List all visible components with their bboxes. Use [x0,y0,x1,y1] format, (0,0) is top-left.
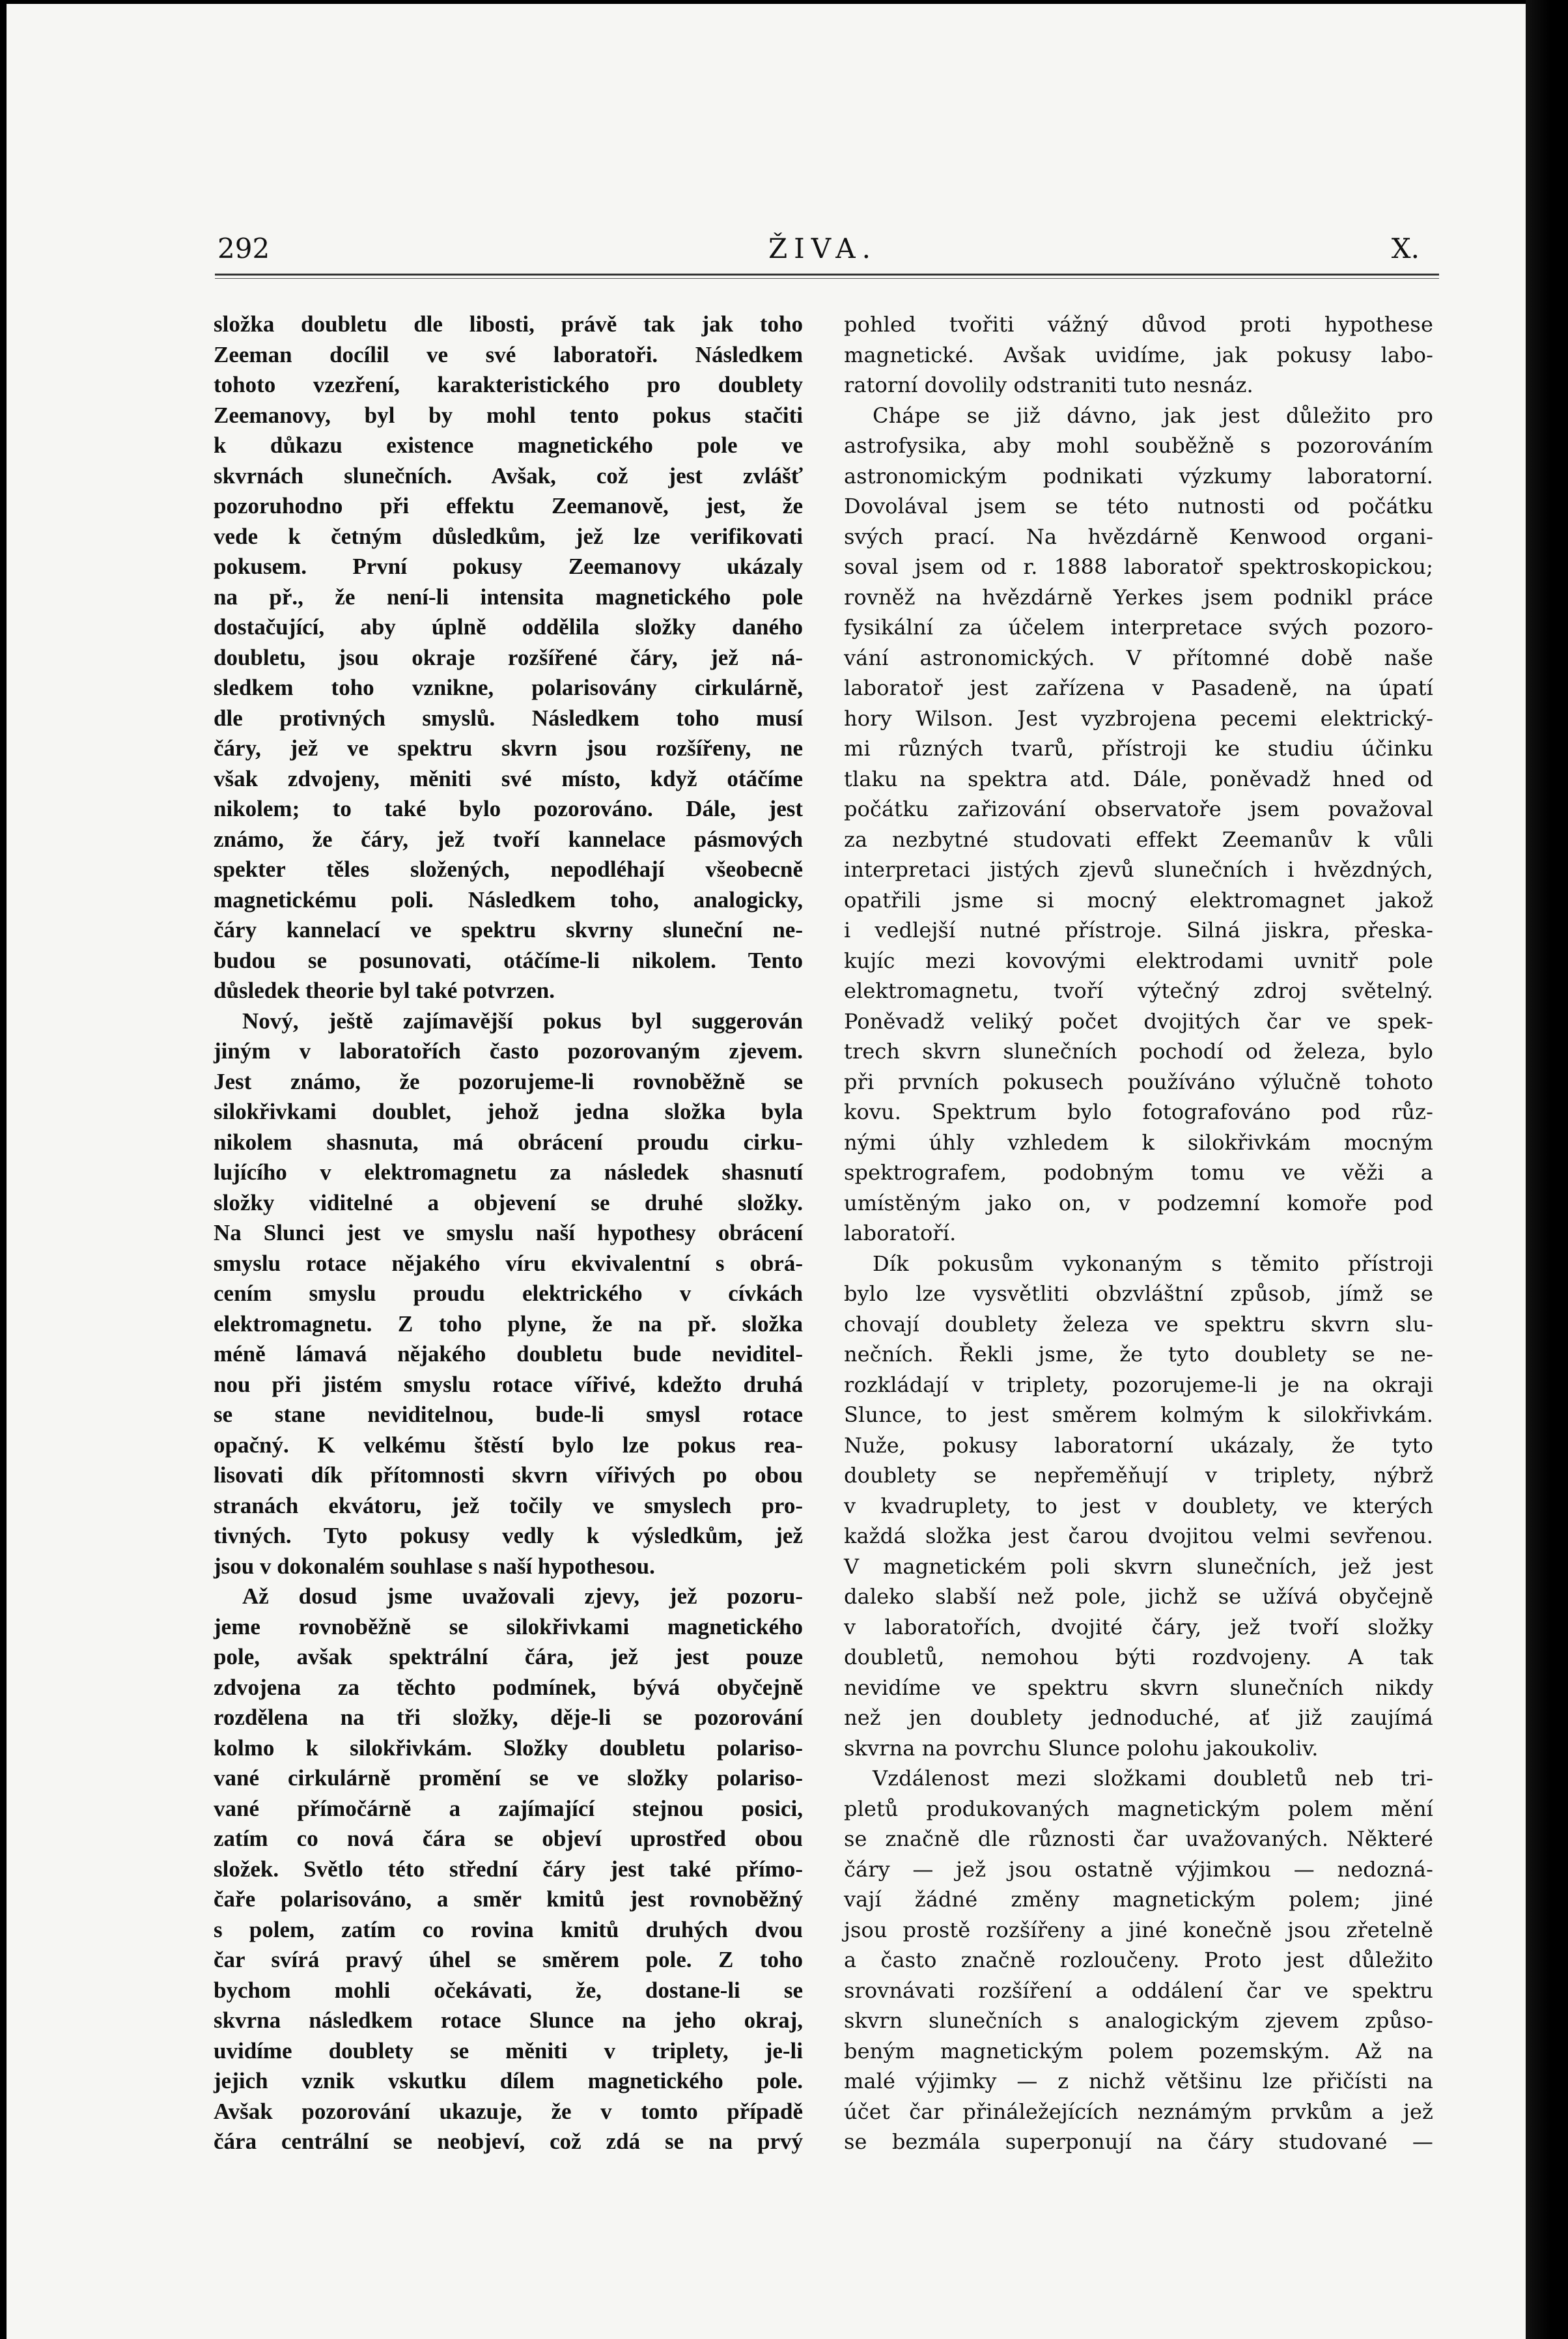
text-line: ratorní dovolily odstraniti tuto nesnáz. [844,373,1253,397]
text-line: Slunce, to jest směrem kolmým k silokřivkám. [844,1402,1433,1427]
text-line: důsledek theorie byl také potvrzen. [214,978,555,1003]
text-line: lisovati dík přítomnosti skvrn vířivých po obou [214,1462,803,1488]
text-line: silokřivkami doublet, jehož jedna složka byla [214,1099,803,1124]
text-line: nevidíme ve spektru skvrn slunečních nikdy [844,1675,1433,1700]
text-line: jeme rovnoběžně se silokřivkami magnetického [214,1613,803,1639]
text-line: daleko slabší než pole, jichž se užívá obyčejně [844,1584,1433,1609]
text-line: bylo lze vysvětliti obzvláštní způsob, jímž se [844,1281,1433,1306]
text-line: stranách ekvátoru, jež točily ve smyslech pro- [214,1492,803,1518]
text-line: Nový, ještě zajímavější pokus byl suggerován [242,1008,803,1034]
text-line: k důkazu existence magnetického pole ve [214,432,803,458]
text-line: mi různých tvarů, přístroji ke studiu účinku [844,736,1433,761]
text-line: kolmo k silokřivkám. Složky doubletu polariso- [214,1735,803,1761]
text-line: lujícího v elektromagnetu za následek shasnutí [214,1159,803,1185]
text-line: nikolem shasnuta, má obrácení proudu cirku- [214,1129,803,1155]
text-line: než jen doublety jednoduché, ať již zaujímá [844,1705,1433,1730]
text-line: Na Slunci jest ve smyslu naší hypothesy obrácení [214,1220,803,1245]
volume-number: X. [1391,233,1420,264]
text-line: doubletu, jsou okraje rozšířené čáry, jež ná- [214,644,803,670]
text-line: jsou prostě rozšířeny a jiné konečně jsou zřetelně [844,1917,1433,1942]
text-line: laboratoří. [844,1221,957,1245]
text-line: svých prací. Na hvězdárně Kenwood organi- [844,524,1433,549]
text-line: pozoruhodno při effektu Zeemanově, jest, že [214,493,803,518]
text-line: budou se posunovati, otáčíme-li nikolem. Tento [214,947,803,973]
text-line: na př., že není-li intensita magnetického pole [214,584,803,610]
text-line: rozdělena na tři složky, děje-li se pozorování [214,1705,803,1730]
header-rule [215,274,1439,276]
text-line: v laboratořích, dvojité čáry, jež tvoří složky [844,1614,1433,1639]
text-line: se stane neviditelnou, bude-li smysl rotace [214,1402,803,1427]
text-line: Jest známo, že pozorujeme-li rovnoběžně se [214,1068,803,1094]
text-line: doubletů, nemohou býti rozdvojeny. A tak [844,1645,1433,1669]
text-line: umístěným jako on, v podzemní komoře pod [844,1190,1433,1215]
text-line: pletů produkovaných magnetickým polem mění [844,1796,1433,1821]
text-line: méně lámavá nějakého doubletu bude neviditel- [214,1341,803,1367]
text-line: sledkem toho vznikne, polarisovány cirkulárně, [214,675,803,700]
text-line: pohled tvořiti vážný důvod proti hypothese [844,312,1433,337]
text-line: zdvojena za těchto podmínek, bývá obyčejně [214,1674,803,1700]
text-line: magnetickému poli. Následkem toho, analogicky, [214,886,803,913]
text-line: nečních. Řekli jsme, že tyto doublety se ne- [844,1342,1433,1367]
text-line: čáry kannelací ve spektru skvrny sluneční ne- [214,917,803,943]
text-line: hory Wilson. Jest vyzbrojena pecemi elektrický- [844,705,1433,731]
text-line: dostačující, aby úplně oddělila složky daného [214,614,803,640]
header-rule-thin [215,278,1439,279]
text-line: astronomickým podnikati výzkumy laboratorní. [844,463,1433,489]
text-line: čáry, jež ve spektru skvrn jsou rozšířeny, ne [214,735,803,761]
text-line: Avšak pozorování ukazuje, že v tomto případě [214,2098,803,2124]
text-line: čára centrální se neobjeví, což zdá se na prvý [214,2129,803,2154]
text-line: doublety se nepřeměňují v triplety, nýbrž [844,1463,1433,1488]
text-line: vede k četným důsledkům, jež lze verifikovati [214,523,803,549]
text-line: chovají doublety železa ve spektru skvrn slu- [844,1311,1433,1337]
text-line: se značně dle různosti čar uvažovaných. Některé [844,1826,1433,1851]
text-line: čáry — jež jsou ostatně výjimkou — nedozná- [844,1856,1433,1882]
text-line: skvrn slunečních s analogickým zjevem způso- [844,2008,1433,2033]
right-text-column [844,309,1433,2157]
text-line: složky viditelné a objevení se druhé složky. [214,1189,803,1215]
text-line: zatím co nová čára se objeví uprostřed obou [214,1826,803,1851]
text-line: vání astronomických. V přítomné době naše [844,645,1433,670]
text-line: elektromagnetu. Z toho plyne, že na př. složka [214,1311,803,1337]
text-line: uvidíme doublety se měniti v triplety, je-li [214,2037,803,2063]
page-number: 292 [217,233,270,264]
text-line: rovněž na hvězdárně Yerkes jsem podnikl práce [844,584,1433,610]
text-line: srovnávati rozšíření a oddálení čar ve spektru [844,1978,1433,2003]
text-line: Zeemanovy, byl by mohl tento pokus stačiti [214,402,803,428]
text-line: čar svírá pravý úhel se směrem pole. Z toho [214,1947,803,1972]
text-line: skvrna následkem rotace Slunce na jeho okraj, [214,2007,803,2033]
text-line: tivných. Tyto pokusy vedly k výsledkům, jež [214,1523,803,1548]
text-line: se bezmála superponují na čáry studované — [844,2129,1433,2154]
left-text-column [214,309,803,2157]
text-line: kovu. Spektrum bylo fotografováno pod růz- [844,1099,1433,1124]
text-line: trech skvrn slunečních pochodí od železa, bylo [844,1039,1433,1064]
text-line: Vzdálenost mezi složkami doubletů neb tri- [873,1766,1433,1791]
text-line: Dovolával jsem se této nutnosti od počátku [844,494,1433,518]
text-line: magnetické. Avšak uvidíme, jak pokusy labo- [844,342,1433,367]
text-line: bychom mohli očekávati, že, dostane-li se [214,1977,803,2003]
text-line: i vedlejší nutné přístroje. Silná jiskra, přeska- [844,918,1433,943]
text-line: čaře polarisováno, a směr kmitů jest rovnoběžný [214,1886,803,1912]
text-line: pole, avšak spektrální čára, jež jest pouze [214,1644,803,1669]
text-line: vané cirkulárně promění se ve složky polariso- [214,1765,803,1791]
text-line: Chápe se již dávno, jak jest důležito pro [873,403,1433,428]
text-line: fysikální za účelem interpretace svých pozoro- [844,615,1433,640]
text-line: skvrna na povrchu Slunce polohu jakoukoliv. [844,1735,1319,1761]
text-line: spektrografem, podobným tomu ve věži a [844,1160,1433,1185]
text-line: jiným v laboratořích často pozorovaným zjevem. [214,1038,803,1064]
text-line: při prvních pokusech používáno výlučně tohoto [844,1069,1433,1094]
text-line: účet čar přináležejících neznámým prvkům a jež [844,2099,1433,2124]
text-line: beným magnetickým polem pozemským. Až na [844,2038,1433,2063]
text-line: soval jsem od r. 1888 laboratoř spektroskopickou; [844,554,1433,579]
text-line: Poněvadž veliký počet dvojitých čar ve spek- [844,1008,1433,1034]
text-line: Až dosud jsme uvažovali zjevy, jež pozoru- [242,1583,803,1609]
text-line: opačný. K velkému štěstí bylo lze pokus rea- [214,1432,803,1458]
text-line: malé výjimky — z nichž většinu lze přičísti na [844,2069,1433,2093]
text-line: s polem, zatím co rovina kmitů druhých dvou [214,1916,803,1942]
text-line: rozkládají v triplety, pozorujeme-li je na okraji [844,1372,1433,1397]
text-line: v kvadruplety, to jest v doublety, ve kterých [844,1493,1433,1518]
text-line: známo, že čáry, jež tvoří kannelace pásmových [214,826,803,852]
text-line: tlaku na spektra atd. Dále, poněvadž hned od [844,766,1433,791]
text-line: však zdvojeny, měniti své místo, když otáčíme [214,765,803,791]
text-line: nou při jistém smyslu rotace vířivé, kdežto druhá [214,1371,803,1397]
text-line: V magnetickém poli skvrn slunečních, jež jest [844,1553,1433,1579]
journal-title: ŽIVA. [768,233,877,264]
text-line: kujíc mezi kovovými elektrodami uvnitř pole [844,948,1433,973]
text-line: jsou v dokonalém souhlase s naší hypothesou. [214,1553,655,1579]
page-edge-shadow [1526,0,1568,2339]
text-line: tohoto vzezření, karakteristického pro doublety [214,372,803,397]
text-line: nikolem; to také bylo pozorováno. Dále, jest [214,796,803,821]
text-line: vané přímočárně a zajímající stejnou posici, [214,1795,803,1821]
running-header [208,229,1420,268]
text-line: elektromagnetu, tvoří výtečný zdroj světelný. [844,978,1433,1003]
text-line: Nuže, pokusy laboratorní ukázaly, že tyto [844,1432,1433,1458]
text-line: nými úhly vzhledem k silokřivkám mocným [844,1129,1433,1155]
text-line: Dík pokusům vykonaným s těmito přístroji [873,1251,1433,1276]
text-line: vají žádné změny magnetickým polem; jiné [844,1887,1433,1912]
text-line: jejich vznik vskutku dílem magnetického pole. [214,2068,803,2093]
text-line: počátku zařizování observatoře jsem považoval [844,797,1433,821]
text-line: každá složka jest čarou dvojitou velmi sevřenou. [844,1524,1433,1548]
text-line: dle protivných smyslů. Následkem toho musí [214,705,803,731]
text-line: laboratoř jest zařízena v Pasadeně, na úpatí [844,675,1433,700]
text-line: a často značně rozloučeny. Proto jest důležito [844,1948,1433,1972]
text-line: skvrnách slunečních. Avšak, což jest zvlášť [214,462,803,489]
text-line: za nezbytné studovati effekt Zeemanův k vůli [844,827,1433,852]
text-line: cením smyslu proudu elektrického v cívkách [214,1281,803,1306]
text-line: spekter těles složených, nepodléhají všeobecně [214,857,803,882]
text-line: astrofysika, aby mohl souběžně s pozorováním [844,433,1433,458]
text-line: složek. Světlo této střední čáry jest také přímo- [214,1856,803,1882]
text-line: interpretaci jistých zjevů slunečních i hvězdných, [844,857,1433,882]
text-line: Zeeman docílil ve své laboratoři. Následkem [214,341,803,367]
text-line: smyslu rotace nějakého víru ekvivalentní s obrá- [214,1250,803,1276]
text-line: pokusem. První pokusy Zeemanovy ukázaly [214,554,803,579]
text-line: opatřili jsme si mocný elektromagnet jakož [844,887,1433,913]
text-line: složka doubletu dle libosti, právě tak jak toho [214,311,803,337]
